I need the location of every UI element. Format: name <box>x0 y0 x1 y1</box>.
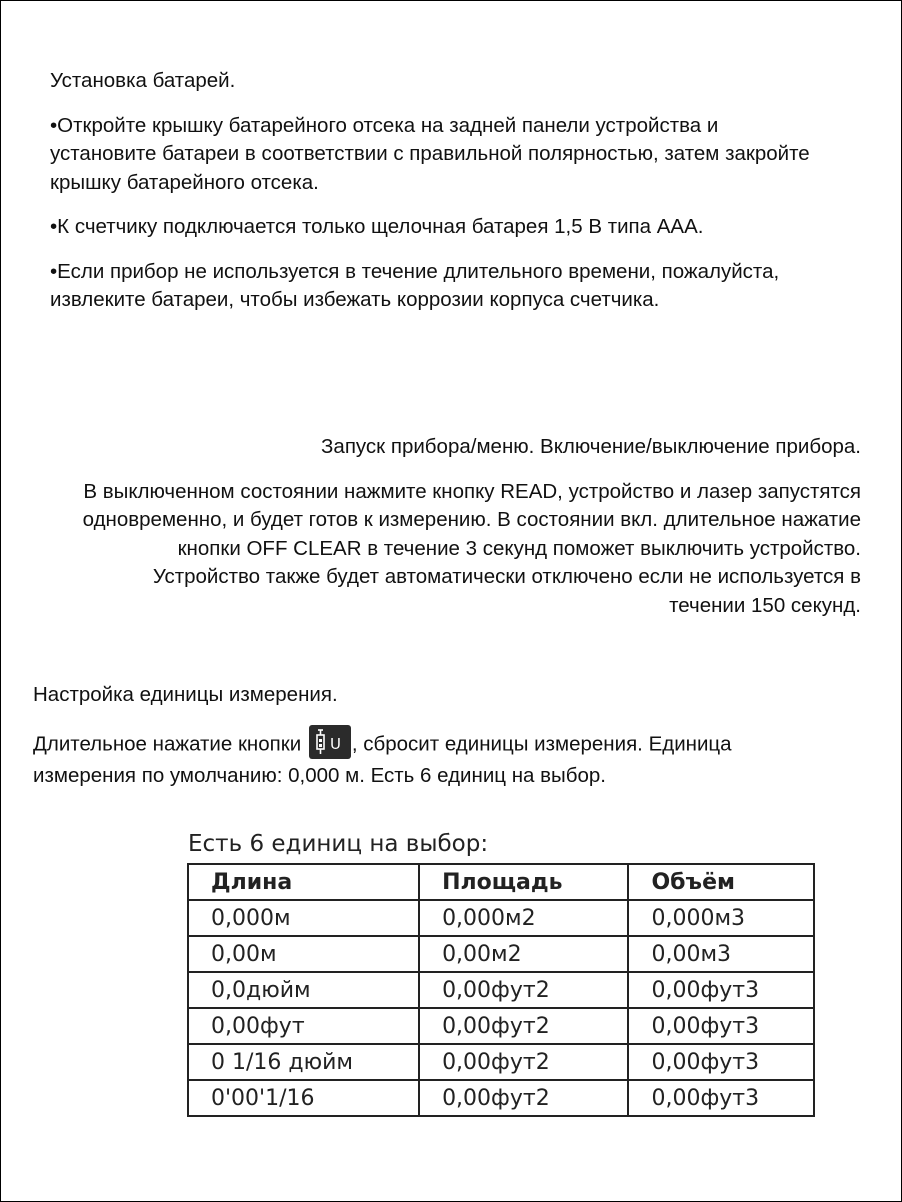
table-cell: 0,00фут2 <box>419 1008 628 1044</box>
launch-body: В выключенном состоянии нажмите кнопку READ, устройство и лазер запустятся одновременно, и будет готов к измерению. В состоянии вкл. длительное нажатие кнопки OFF CLEAR в течение 3 секунд поможет выключить устройство. Устройство также будет автоматически отключено если не используется в течении 150 секунд. <box>82 479 861 617</box>
table-cell: 0,00фут <box>188 1008 419 1044</box>
table-row <box>188 936 814 972</box>
table-cell: 0,00фут3 <box>628 972 814 1008</box>
header-length: Длина <box>188 864 419 900</box>
units-table <box>187 863 815 1117</box>
table-cell: 0,00фут3 <box>628 1080 814 1116</box>
device-launch-section <box>71 433 861 620</box>
table-cell: 0,00фут2 <box>419 1080 628 1116</box>
unit-button-icon <box>309 725 351 759</box>
units-table-block <box>187 829 817 1117</box>
table-cell: 0'00'1/16 <box>188 1080 419 1116</box>
launch-title: Запуск прибора/меню. Включение/выключение прибора. <box>321 435 861 458</box>
table-row <box>188 1044 814 1080</box>
unit-settings-body <box>33 728 813 791</box>
battery-install-title: Установка батарей. <box>50 69 236 92</box>
battery-bullet: •Если прибор не используется в течение длительного времени, пожалуйста, извлеките батареи, чтобы избежать коррозии корпуса счетчика. <box>50 259 780 311</box>
table-row <box>188 1008 814 1044</box>
table-row <box>188 1080 814 1116</box>
table-cell: 0,00фут3 <box>628 1044 814 1080</box>
table-cell: 0,00м3 <box>628 936 814 972</box>
battery-bullet: •К счетчику подключается только щелочная батарея 1,5 В типа ААА. <box>50 215 704 238</box>
table-cell: 0,0дюйм <box>188 972 419 1008</box>
table-cell: 0,00фут2 <box>419 972 628 1008</box>
table-row <box>188 900 814 936</box>
unit-text-after-icon: , сбросит единицы измерения. Единица измерения по умолчанию: 0,000 м. Есть 6 единиц на выбор. <box>33 731 732 787</box>
unit-text-before-icon: Длительное нажатие кнопки <box>33 731 302 755</box>
table-cell: 0,00м2 <box>419 936 628 972</box>
header-volume: Объём <box>628 864 814 900</box>
table-row <box>188 972 814 1008</box>
unit-settings-section <box>33 681 813 790</box>
battery-install-section <box>50 67 830 315</box>
table-cell: 0,00м <box>188 936 419 972</box>
header-area: Площадь <box>419 864 628 900</box>
table-cell: 0,000м3 <box>628 900 814 936</box>
table-cell: 0,00фут3 <box>628 1008 814 1044</box>
units-table-caption: Есть 6 единиц на выбор: <box>188 831 489 857</box>
table-header-row <box>188 864 814 900</box>
unit-settings-title: Настройка единицы измерения. <box>33 683 338 706</box>
table-cell: 0 1/16 дюйм <box>188 1044 419 1080</box>
table-cell: 0,00фут2 <box>419 1044 628 1080</box>
table-cell: 0,000м <box>188 900 419 936</box>
table-cell: 0,000м2 <box>419 900 628 936</box>
unit-button-label: U <box>329 734 341 753</box>
battery-bullet: •Откройте крышку батарейного отсека на задней панели устройства и установите батареи в соответствии с правильной полярностью, затем закройте крышку батарейного отсека. <box>50 113 810 194</box>
